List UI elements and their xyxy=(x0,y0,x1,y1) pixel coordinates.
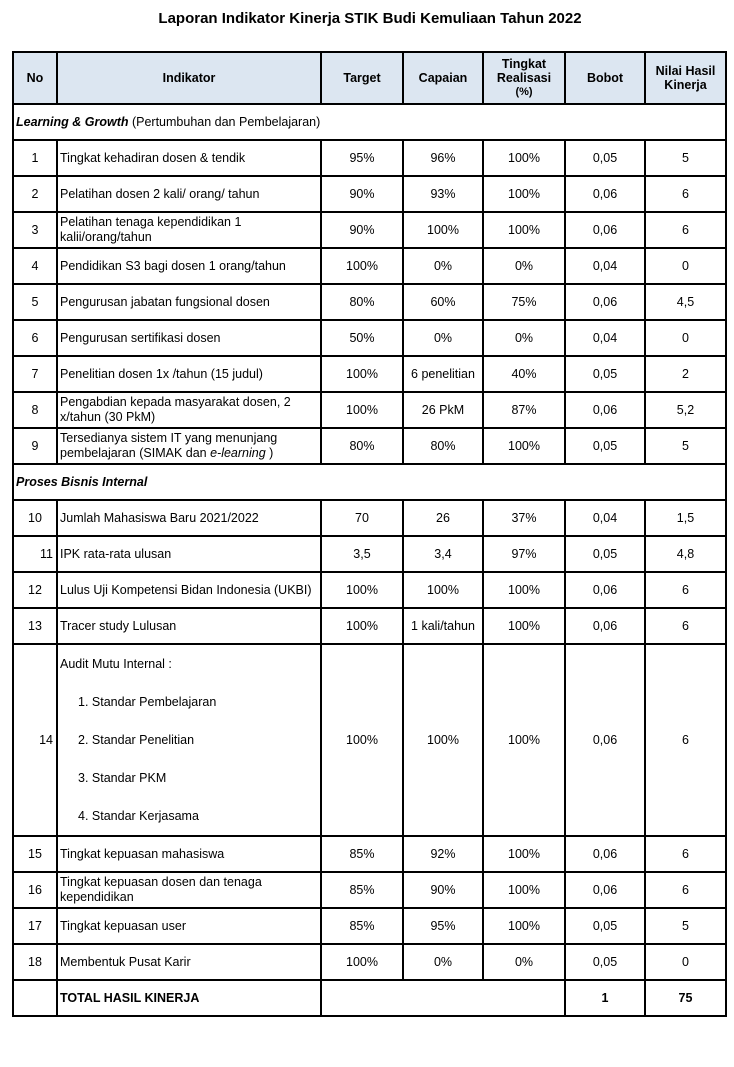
row-realisasi: 0% xyxy=(483,944,565,980)
table-row xyxy=(13,944,726,980)
row-indikator-text: Tersedianya sistem IT yang menunjang pembelajaran (SIMAK dan xyxy=(60,431,278,460)
row-nilai: 6 xyxy=(645,608,726,644)
row-target: 80% xyxy=(321,284,403,320)
row-nilai: 6 xyxy=(645,572,726,608)
row-capaian: 90% xyxy=(403,872,483,908)
row-capaian: 3,4 xyxy=(403,536,483,572)
header-realisasi xyxy=(483,52,565,104)
row-realisasi: 100% xyxy=(483,908,565,944)
row-nilai: 2 xyxy=(645,356,726,392)
row-capaian: 0% xyxy=(403,320,483,356)
table-row xyxy=(13,392,726,428)
row-bobot: 0,05 xyxy=(565,536,645,572)
row-bobot: 0,06 xyxy=(565,392,645,428)
row-realisasi: 40% xyxy=(483,356,565,392)
section-row-learning xyxy=(13,104,726,140)
row-no: 13 xyxy=(13,608,57,644)
row-indikator: Tingkat kehadiran dosen & tendik xyxy=(57,140,321,176)
row-bobot: 0,06 xyxy=(565,176,645,212)
row-realisasi: 75% xyxy=(483,284,565,320)
table-row xyxy=(13,320,726,356)
row-target: 85% xyxy=(321,836,403,872)
header-nilai xyxy=(645,52,726,104)
row-nilai: 0 xyxy=(645,320,726,356)
row-no: 11 xyxy=(13,536,57,572)
row-capaian: 92% xyxy=(403,836,483,872)
row-capaian: 0% xyxy=(403,248,483,284)
row-realisasi: 100% xyxy=(483,428,565,464)
row-indikator: Pelatihan dosen 2 kali/ orang/ tahun xyxy=(57,176,321,212)
row-no: 12 xyxy=(13,572,57,608)
row-nilai: 6 xyxy=(645,872,726,908)
header-capaian: Capaian xyxy=(403,52,483,104)
table-row xyxy=(13,176,726,212)
total-blank xyxy=(321,980,565,1016)
audit-list-item: 4. Standar Kerjasama xyxy=(78,809,199,823)
row-realisasi: 100% xyxy=(483,572,565,608)
row-capaian: 60% xyxy=(403,284,483,320)
row-no: 14 xyxy=(13,644,57,836)
row-bobot: 0,05 xyxy=(565,356,645,392)
row-target: 100% xyxy=(321,608,403,644)
row-indikator: Pengurusan jabatan fungsional dosen xyxy=(57,284,321,320)
row-target: 50% xyxy=(321,320,403,356)
row-bobot: 0,06 xyxy=(565,836,645,872)
row-bobot: 0,05 xyxy=(565,140,645,176)
row-no: 17 xyxy=(13,908,57,944)
row-bobot: 0,04 xyxy=(565,500,645,536)
table-row xyxy=(13,212,726,248)
row-capaian: 26 xyxy=(403,500,483,536)
row-realisasi: 100% xyxy=(483,608,565,644)
row-no: 6 xyxy=(13,320,57,356)
table-row xyxy=(13,836,726,872)
section-learning-rest: (Pertumbuhan dan Pembelajaran) xyxy=(128,114,321,129)
row-target: 100% xyxy=(321,248,403,284)
audit-list xyxy=(60,645,318,835)
row-realisasi: 100% xyxy=(483,836,565,872)
row-no: 15 xyxy=(13,836,57,872)
row-indikator: Pengabdian kepada masyarakat dosen, 2 x/tahun (30 PkM) xyxy=(57,392,321,428)
row-no: 16 xyxy=(13,872,57,908)
header-realisasi-line3: (%) xyxy=(515,86,533,98)
section-row-bisnis xyxy=(13,464,726,500)
table-row xyxy=(13,572,726,608)
row-target: 100% xyxy=(321,392,403,428)
row-no: 2 xyxy=(13,176,57,212)
row-target: 100% xyxy=(321,944,403,980)
row-indikator: Tracer study Lulusan xyxy=(57,608,321,644)
row-indikator: Pendidikan S3 bagi dosen 1 orang/tahun xyxy=(57,248,321,284)
row-realisasi: 100% xyxy=(483,140,565,176)
row-no: 9 xyxy=(13,428,57,464)
row-no: 3 xyxy=(13,212,57,248)
row-indikator: Tingkat kepuasan mahasiswa xyxy=(57,836,321,872)
row-bobot: 0,05 xyxy=(565,908,645,944)
row-no: 5 xyxy=(13,284,57,320)
section-learning xyxy=(13,104,726,140)
row-bobot: 0,05 xyxy=(565,428,645,464)
table-row xyxy=(13,140,726,176)
row-bobot: 0,05 xyxy=(565,944,645,980)
header-no: No xyxy=(13,52,57,104)
total-row xyxy=(13,980,726,1016)
row-target: 100% xyxy=(321,356,403,392)
row-capaian: 100% xyxy=(403,212,483,248)
row-realisasi: 37% xyxy=(483,500,565,536)
row-target: 90% xyxy=(321,212,403,248)
table-row xyxy=(13,284,726,320)
row-no: 1 xyxy=(13,140,57,176)
row-target: 100% xyxy=(321,644,403,836)
row-target: 70 xyxy=(321,500,403,536)
row-nilai: 6 xyxy=(645,212,726,248)
audit-list-item: 3. Standar PKM xyxy=(78,771,167,785)
row-nilai: 0 xyxy=(645,248,726,284)
header-nilai-line2: Kinerja xyxy=(664,78,707,92)
row-indikator: Tingkat kepuasan user xyxy=(57,908,321,944)
row-nilai: 5 xyxy=(645,140,726,176)
total-no xyxy=(13,980,57,1016)
row-no: 18 xyxy=(13,944,57,980)
row-capaian: 95% xyxy=(403,908,483,944)
row-nilai: 6 xyxy=(645,836,726,872)
row-indikator: Lulus Uji Kompetensi Bidan Indonesia (UKBI) xyxy=(57,572,321,608)
table-row xyxy=(13,608,726,644)
row-target: 85% xyxy=(321,872,403,908)
row-bobot: 0,06 xyxy=(565,644,645,836)
row-realisasi: 97% xyxy=(483,536,565,572)
row-indikator: Penelitian dosen 1x /tahun (15 judul) xyxy=(57,356,321,392)
table-row xyxy=(13,872,726,908)
header-realisasi-line1: Tingkat xyxy=(501,57,547,71)
row-bobot: 0,06 xyxy=(565,284,645,320)
section-bisnis-italic: Proses Bisnis Internal xyxy=(16,474,148,489)
header-indikator: Indikator xyxy=(57,52,321,104)
table-row xyxy=(13,248,726,284)
row-indikator-italic: e-learning xyxy=(210,446,266,460)
row-capaian: 6 penelitian xyxy=(403,356,483,392)
row-capaian: 100% xyxy=(403,644,483,836)
audit-heading: Audit Mutu Internal : xyxy=(60,657,172,671)
header-realisasi-line2: Realisasi xyxy=(496,71,552,85)
row-nilai: 1,5 xyxy=(645,500,726,536)
row-capaian: 80% xyxy=(403,428,483,464)
row-capaian: 100% xyxy=(403,572,483,608)
row-nilai: 5 xyxy=(645,908,726,944)
row-indikator: Membentuk Pusat Karir xyxy=(57,944,321,980)
total-label: TOTAL HASIL KINERJA xyxy=(57,980,321,1016)
total-bobot: 1 xyxy=(565,980,645,1016)
row-indikator-suffix: ) xyxy=(265,446,274,460)
row-realisasi: 0% xyxy=(483,248,565,284)
row-indikator: Tingkat kepuasan dosen dan tenaga kependidikan xyxy=(57,872,321,908)
table-row xyxy=(13,908,726,944)
table-row xyxy=(13,644,726,836)
row-bobot: 0,06 xyxy=(565,212,645,248)
header-nilai-line1: Nilai Hasil xyxy=(655,64,716,78)
row-realisasi: 100% xyxy=(483,872,565,908)
row-indikator: Pengurusan sertifikasi dosen xyxy=(57,320,321,356)
section-learning-italic: Learning & Growth xyxy=(16,114,129,129)
row-bobot: 0,04 xyxy=(565,320,645,356)
table-row xyxy=(13,356,726,392)
row-nilai: 5,2 xyxy=(645,392,726,428)
section-bisnis xyxy=(13,464,726,500)
table-row xyxy=(13,428,726,464)
header-bobot: Bobot xyxy=(565,52,645,104)
row-nilai: 5 xyxy=(645,428,726,464)
row-no: 10 xyxy=(13,500,57,536)
row-realisasi: 0% xyxy=(483,320,565,356)
row-realisasi: 100% xyxy=(483,176,565,212)
row-realisasi: 100% xyxy=(483,212,565,248)
row-nilai: 0 xyxy=(645,944,726,980)
row-indikator: Pelatihan tenaga kependidikan 1 kalii/orang/tahun xyxy=(57,212,321,248)
table-row xyxy=(13,536,726,572)
row-realisasi: 100% xyxy=(483,644,565,836)
row-nilai: 4,5 xyxy=(645,284,726,320)
row-target: 80% xyxy=(321,428,403,464)
header-row xyxy=(13,52,726,104)
table-row xyxy=(13,500,726,536)
row-capaian: 96% xyxy=(403,140,483,176)
row-capaian: 1 kali/tahun xyxy=(403,608,483,644)
row-nilai: 6 xyxy=(645,176,726,212)
row-target: 85% xyxy=(321,908,403,944)
row-nilai: 6 xyxy=(645,644,726,836)
row-capaian: 0% xyxy=(403,944,483,980)
indicator-table xyxy=(12,51,727,1017)
audit-list-item: 2. Standar Penelitian xyxy=(78,733,195,747)
row-indikator: IPK rata-rata ulusan xyxy=(57,536,321,572)
row-indikator xyxy=(57,644,321,836)
row-bobot: 0,06 xyxy=(565,608,645,644)
row-bobot: 0,06 xyxy=(565,872,645,908)
row-target: 3,5 xyxy=(321,536,403,572)
total-nilai: 75 xyxy=(645,980,726,1016)
row-capaian: 93% xyxy=(403,176,483,212)
row-capaian: 26 PkM xyxy=(403,392,483,428)
row-nilai: 4,8 xyxy=(645,536,726,572)
row-target: 95% xyxy=(321,140,403,176)
row-no: 8 xyxy=(13,392,57,428)
page-title: Laporan Indikator Kinerja STIK Budi Kemuliaan Tahun 2022 xyxy=(158,10,582,27)
row-no: 4 xyxy=(13,248,57,284)
row-target: 100% xyxy=(321,572,403,608)
row-target: 90% xyxy=(321,176,403,212)
header-target: Target xyxy=(321,52,403,104)
row-realisasi: 87% xyxy=(483,392,565,428)
row-bobot: 0,04 xyxy=(565,248,645,284)
row-no: 7 xyxy=(13,356,57,392)
audit-list-item: 1. Standar Pembelajaran xyxy=(78,695,217,709)
row-indikator xyxy=(57,428,321,464)
row-bobot: 0,06 xyxy=(565,572,645,608)
row-indikator: Jumlah Mahasiswa Baru 2021/2022 xyxy=(57,500,321,536)
